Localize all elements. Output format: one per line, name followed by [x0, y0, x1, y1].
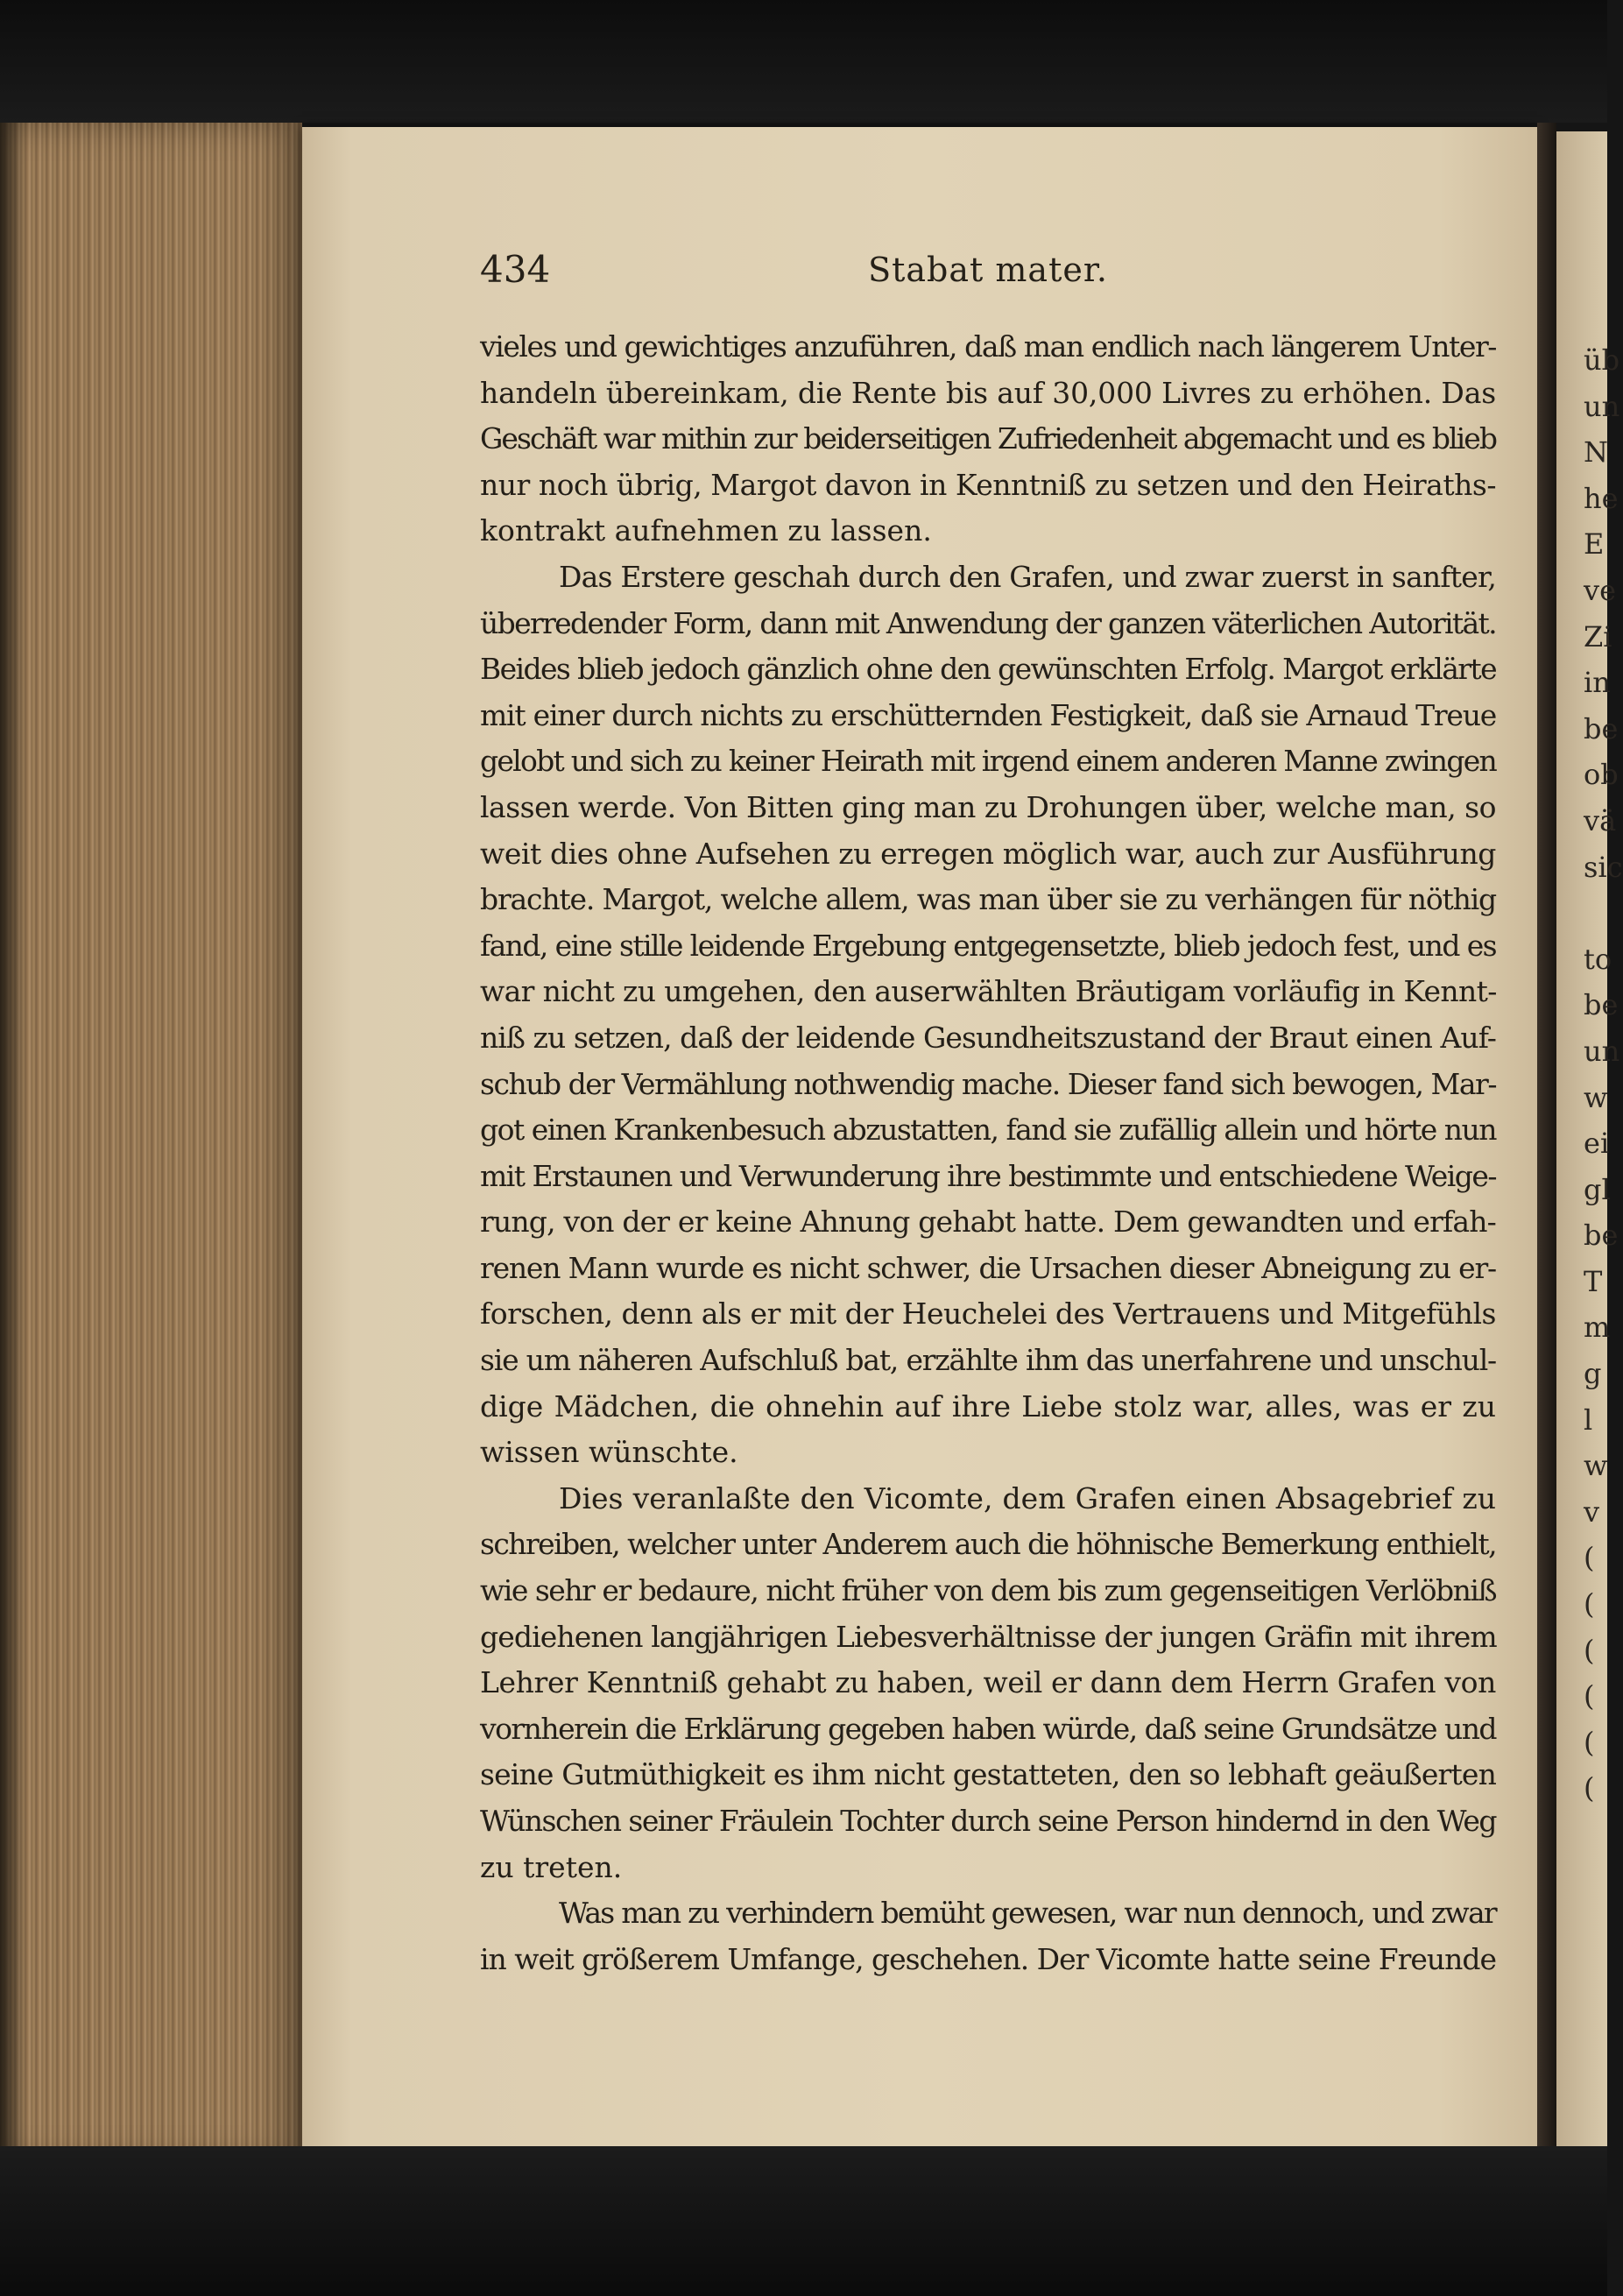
text-line: Was man zu verhindern bemüht gewesen, war nun dennoch, und zwar — [559, 1896, 1496, 1931]
facing-page-fragment: ( — [1584, 1587, 1595, 1621]
facing-page-fragment: N — [1584, 435, 1608, 470]
facing-page-fragment: ( — [1584, 1679, 1595, 1713]
book-page-edges — [0, 123, 302, 2164]
book-gutter — [1537, 123, 1556, 2164]
facing-page-fragment: g — [1584, 1357, 1602, 1391]
text-line: mit einer durch nichts zu erschütternden Festigkeit, daß sie Arnaud Treue — [480, 697, 1496, 732]
facing-page-fragment: vä — [1584, 803, 1617, 837]
facing-page-fragment: E — [1584, 527, 1605, 562]
text-line: mit Erstaunen und Verwunderung ihre bestimmte und entschiedene Weige- — [480, 1158, 1496, 1193]
text-line: renen Mann wurde es nicht schwer, die Ursachen dieser Abneigung zu er- — [480, 1250, 1496, 1285]
facing-page-fragment: w — [1584, 1449, 1608, 1483]
facing-page-fragment — [1584, 1858, 1619, 1904]
facing-page-fragment: be — [1584, 711, 1619, 745]
facing-page-fragment: ob — [1584, 758, 1619, 792]
facing-page-fragment: T — [1584, 1264, 1603, 1298]
text-line: dige Mädchen, die ohnehin auf ihre Liebe stolz war, alles, was er zu — [480, 1388, 1496, 1424]
text-line: zu treten. — [480, 1849, 623, 1884]
facing-page-fragment: gl — [1584, 1172, 1611, 1206]
facing-page-text — [1584, 337, 1623, 1996]
edge-shadow — [0, 123, 26, 2164]
facing-page-fragment: ( — [1584, 1541, 1595, 1575]
facing-page-fragment: un — [1584, 1034, 1620, 1068]
background-top — [0, 0, 1607, 123]
facing-page-fragment: ( — [1584, 1725, 1595, 1759]
text-line: in weit größerem Umfange, geschehen. Der Vicomte hatte seine Freunde — [480, 1941, 1496, 1976]
facing-page-fragment: ( — [1584, 1771, 1595, 1805]
text-line: nur noch übrig, Margot davon in Kenntniß zu setzen und den Heiraths- — [480, 467, 1496, 502]
text-line: Geschäft war mithin zur beiderseitigen Zufriedenheit abgemacht und es blieb — [480, 421, 1496, 456]
running-title: Stabat mater. — [868, 251, 1108, 289]
text-line: Beides blieb jedoch gänzlich ohne den gewünschten Erfolg. Margot erklärte — [480, 652, 1496, 687]
text-line: seine Gutmüthigkeit es ihm nicht gestatteten, den so lebhaft geäußerten — [480, 1757, 1496, 1792]
text-line: Dies veranlaßte den Vicomte, dem Grafen einen Absagebrief zu — [559, 1480, 1496, 1515]
background-bottom — [0, 2146, 1607, 2296]
facing-page-fragment: Zi — [1584, 619, 1612, 653]
facing-page-fragment: un — [1584, 389, 1620, 423]
text-line: kontrakt aufnehmen zu lassen. — [480, 513, 932, 548]
facing-page-fragment: ve — [1584, 573, 1617, 607]
text-line: schreiben, welcher unter Anderem auch die höhnische Bemerkung enthielt, — [480, 1527, 1496, 1562]
page-number: 434 — [480, 248, 551, 291]
text-line: gelobt und sich zu keiner Heirath mit irgend einem anderen Manne zwingen — [480, 744, 1496, 779]
text-line: handeln übereinkam, die Rente bis auf 30,000 Livres zu erhöhen. Das — [480, 375, 1496, 410]
text-line: vieles und gewichtiges anzuführen, daß man endlich nach längerem Unter- — [480, 329, 1496, 364]
text-line: weit dies ohne Aufsehen zu erregen möglich war, auch zur Ausführung — [480, 836, 1496, 871]
text-line: wie sehr er bedaure, nicht früher von dem bis zum gegenseitigen Verlöbniß — [480, 1573, 1496, 1608]
text-line: Lehrer Kenntniß gehabt zu haben, weil er dann dem Herrn Grafen von — [480, 1665, 1496, 1700]
facing-page-fragment — [1584, 1904, 1619, 1950]
facing-page-fragment: be — [1584, 1219, 1619, 1253]
facing-page-fragment: ei — [1584, 1127, 1610, 1161]
text-line: fand, eine stille leidende Ergebung entgegensetzte, blieb jedoch fest, und es — [480, 928, 1496, 963]
text-line: gediehenen langjährigen Liebesverhältnisse der jungen Gräfin mit ihrem — [480, 1619, 1497, 1654]
text-line: lassen werde. Von Bitten ging man zu Drohungen über, welche man, so — [480, 789, 1496, 824]
facing-page-fragment: l — [1584, 1402, 1593, 1437]
text-line: vornherein die Erklärung gegeben haben würde, daß seine Grundsätze und — [480, 1711, 1496, 1746]
facing-page-fragment: he — [1584, 481, 1619, 515]
page-header — [480, 248, 1496, 292]
facing-page-fragment: m — [1584, 1310, 1611, 1345]
text-line: war nicht zu umgehen, den auserwählten Bräutigam vorläufig in Kennt- — [480, 974, 1497, 1009]
facing-page-fragment: in — [1584, 666, 1611, 700]
facing-page-fragment: üb — [1584, 343, 1620, 377]
facing-page-fragment — [1584, 1812, 1619, 1858]
text-line: wissen wünschte. — [480, 1435, 738, 1470]
text-line: Das Erstere geschah durch den Grafen, und zwar zuerst in sanfter, — [559, 559, 1496, 594]
body-text — [480, 324, 1496, 1982]
facing-page-fragment — [1584, 890, 1619, 936]
facing-page-fragment: be — [1584, 988, 1619, 1022]
text-line: schub der Vermählung nothwendig mache. Dieser fand sich bewogen, Mar- — [480, 1066, 1496, 1101]
facing-page-fragment: sic — [1584, 850, 1623, 884]
text-line: rung, von der er keine Ahnung gehabt hatte. Dem gewandten und erfah- — [480, 1205, 1496, 1240]
text-line: forschen, denn als er mit der Heuchelei des Vertrauens und Mitgefühls — [480, 1296, 1496, 1332]
facing-page-fragment — [1584, 1950, 1619, 1996]
text-line: got einen Krankenbesuch abzustatten, fand sie zufällig allein und hörte nun — [480, 1113, 1496, 1148]
text-line: brachte. Margot, welche allem, was man über sie zu verhängen für nöthig — [480, 882, 1496, 917]
facing-page-fragment: to — [1584, 942, 1612, 976]
text-line: überredender Form, dann mit Anwendung der ganzen väterlichen Autorität. — [480, 605, 1496, 640]
facing-page-fragment: w — [1584, 1080, 1608, 1114]
text-line: Wünschen seiner Fräulein Tochter durch seine Person hindernd in den Weg — [480, 1804, 1496, 1838]
facing-page-fragment: v — [1584, 1494, 1600, 1529]
text-line: sie um näheren Aufschluß bat, erzählte ihm das unerfahrene und unschul- — [480, 1343, 1496, 1378]
text-line: niß zu setzen, daß der leidende Gesundheitszustand der Braut einen Auf- — [480, 1020, 1496, 1055]
facing-page-fragment: ( — [1584, 1633, 1595, 1667]
